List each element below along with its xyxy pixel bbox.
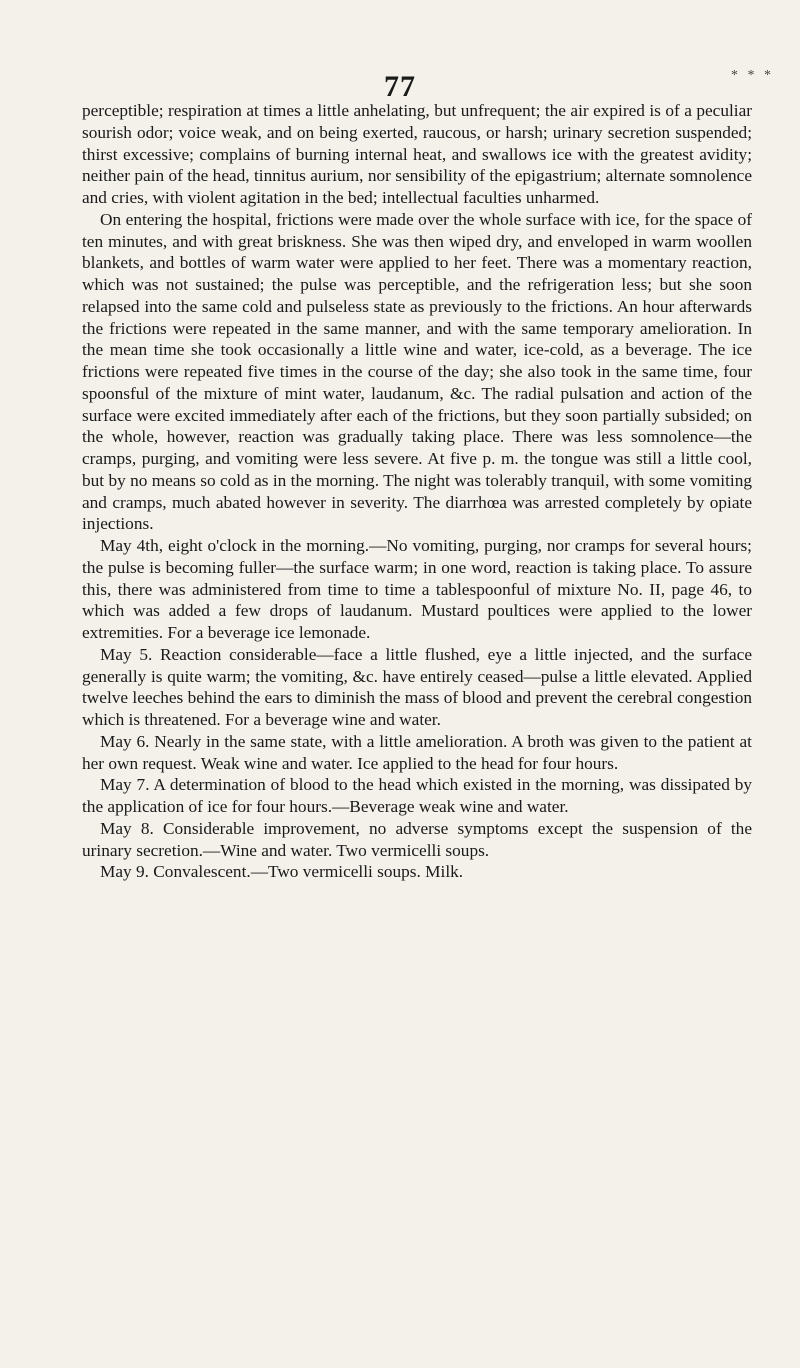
paragraph-3: May 4th, eight o'clock in the morning.—No vomiting, purging, nor cramps for several hours; the pulse is becoming fuller—the surface warm; in one word, reaction is taking place. To assure this, there was administered from time to time a tablespoonful of mixture No. II, page 46, to which was added a few drops of laudanum. Mustard poultices were applied to the lower extremities. For a beverage ice lemonade. — [82, 536, 752, 642]
paragraph-5: May 6. Nearly in the same state, with a little amelioration. A broth was given to the patient at her own request. Weak wine and water. Ice applied to the head for four hours. — [82, 731, 752, 773]
paragraph-1: perceptible; respiration at times a little anhelating, but unfrequent; the air expired is of a peculiar sourish odor; voice weak, and on being exerted, raucous, or harsh; urinary secretion suspended; thirst excessive; complains of burning internal heat, and swallows ice with the greatest avidity; neither pain of the head, tinnitus aurium, nor sensibility of the epigastrium; alternate somnolence and cries, with violent agitation in the bed; intellectual faculties unharmed. — [82, 101, 752, 207]
paragraph-2: On entering the hospital, frictions were made over the whole surface with ice, for the space of ten minutes, and with great briskness. She was then wiped dry, and enveloped in warm woollen blankets, and bottles of warm water were applied to her feet. There was a momentary reaction, which was not sustained; the pulse was perceptible, and the refrigeration less; but she soon relapsed into the same cold and pulseless state as previously to the frictions. An hour afterwards the frictions were repeated in the same manner, and with the same temporary amelioration. In the mean time she took occasionally a little wine and water, ice-cold, as a beverage. The ice frictions were repeated five times in the course of the day; she also took in the same time, four spoonsful of the mixture of mint water, laudanum, &c. The radial pulsation and action of the surface were excited immediately after each of the frictions, but they soon partially subsided; on the whole, however, reaction was gradually taking place. There was less somnolence—the cramps, purging, and vomiting were less severe. At five p. m. the tongue was still a little cool, but by no means so cold as in the morning. The night was tolerably tranquil, with some vomiting and cramps, much abated however in severity. The diarrhœa was arrested completely by opiate injections. — [82, 209, 752, 534]
paragraph-4: May 5. Reaction considerable—face a little flushed, eye a little injected, and the surface generally is quite warm; the vomiting, &c. have entirely ceased—pulse a little elevated. Applied twelve leeches behind the ears to diminish the mass of blood and prevent the cerebral congestion which is threatened. For a beverage wine and water. — [82, 644, 752, 729]
paragraph-6: May 7. A determination of blood to the head which existed in the morning, was dissipated by the application of ice for four hours.—Beverage weak wine and water. — [82, 775, 752, 816]
page-number: 77 — [384, 70, 416, 103]
body-text — [82, 100, 752, 883]
paragraph-7: May 8. Considerable improvement, no adverse symptoms except the suspension of the urinary secretion.—Wine and water. Two vermicelli soups. — [82, 818, 752, 860]
printer-mark: * * * — [731, 68, 774, 83]
paragraph-8: May 9. Convalescent.—Two vermicelli soups. Milk. — [100, 862, 464, 882]
